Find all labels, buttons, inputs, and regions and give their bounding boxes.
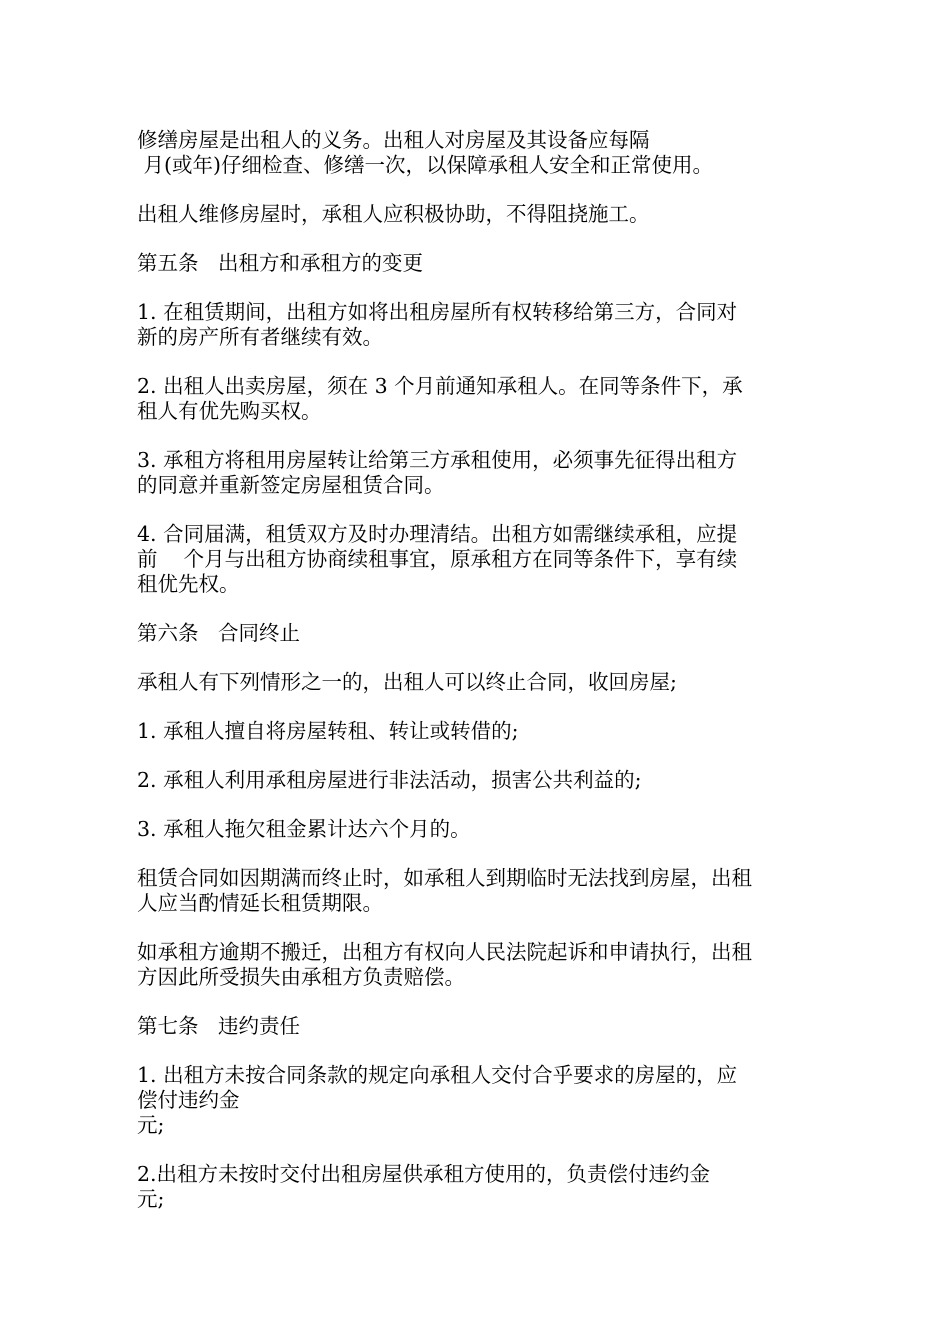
text-line: 租人有优先购买权。 bbox=[137, 399, 322, 423]
article-5-item-1 bbox=[137, 300, 813, 350]
paragraph-repair-cooperation bbox=[137, 202, 813, 227]
text-line: 的同意并重新签定房屋租赁合同。 bbox=[137, 473, 445, 497]
article-5-item-2 bbox=[137, 374, 813, 424]
text-line: 2. 出租人出卖房屋，须在 3 个月前通知承租人。在同等条件下，承 bbox=[137, 374, 743, 398]
text-line: 租优先权。 bbox=[137, 572, 240, 596]
article-6-heading bbox=[137, 621, 813, 646]
article-6-item-1 bbox=[137, 719, 813, 744]
text-line: 修缮房屋是出租人的义务。出租人对房屋及其设备应每隔 bbox=[137, 128, 650, 152]
text-line: 如承租方逾期不搬迁，出租方有权向人民法院起诉和申请执行，出租 bbox=[137, 940, 752, 964]
article-6-item-3 bbox=[137, 817, 813, 842]
paragraph-repair-duty bbox=[137, 128, 813, 178]
text-line: 第六条 合同终止 bbox=[137, 621, 301, 645]
text-line: 第七条 违约责任 bbox=[137, 1014, 301, 1038]
text-line: 前 个月与出租方协商续租事宜，原承租方在同等条件下，享有续 bbox=[137, 547, 738, 571]
text-line: 1. 承租人擅自将房屋转租、转让或转借的; bbox=[137, 719, 519, 743]
text-line: 第五条 出租方和承租方的变更 bbox=[137, 251, 424, 275]
paragraph-overdue-move bbox=[137, 940, 813, 990]
article-5-item-4 bbox=[137, 522, 813, 597]
paragraph-lease-extension bbox=[137, 866, 813, 916]
text-line: 2. 承租人利用承租房屋进行非法活动，损害公共利益的; bbox=[137, 768, 642, 792]
article-7-item-2 bbox=[137, 1162, 813, 1212]
article-6-intro bbox=[137, 670, 813, 695]
text-line: 4. 合同届满，租赁双方及时办理清结。出租方如需继续承租，应提 bbox=[137, 522, 738, 546]
text-line: 方因此所受损失由承租方负责赔偿。 bbox=[137, 965, 465, 989]
text-line: 月(或年)仔细检查、修缮一次，以保障承租人安全和正常使用。 bbox=[137, 153, 714, 177]
text-line: 3. 承租方将租用房屋转让给第三方承租使用，必须事先征得出租方 bbox=[137, 448, 738, 472]
text-line: 3. 承租人拖欠租金累计达六个月的。 bbox=[137, 817, 471, 841]
text-line: 偿付违约金 bbox=[137, 1088, 240, 1112]
text-line: 1. 出租方未按合同条款的规定向承租人交付合乎要求的房屋的，应 bbox=[137, 1063, 738, 1087]
text-line: 人应当酌情延长租赁期限。 bbox=[137, 891, 383, 915]
article-6-item-2 bbox=[137, 768, 813, 793]
text-line: 2.出租方未按时交付出租房屋供承租方使用的，负责偿付违约金 bbox=[137, 1162, 711, 1186]
text-line: 出租人维修房屋时，承租人应积极协助，不得阻挠施工。 bbox=[137, 202, 650, 226]
document-body bbox=[137, 128, 813, 1236]
article-7-heading bbox=[137, 1014, 813, 1039]
text-line: 承租人有下列情形之一的，出租人可以终止合同，收回房屋; bbox=[137, 670, 677, 694]
text-line: 元; bbox=[137, 1113, 165, 1137]
text-line: 租赁合同如因期满而终止时，如承租人到期临时无法找到房屋，出租 bbox=[137, 866, 752, 890]
article-5-item-3 bbox=[137, 448, 813, 498]
text-line: 1. 在租赁期间，出租方如将出租房屋所有权转移给第三方，合同对 bbox=[137, 300, 738, 324]
article-7-item-1 bbox=[137, 1063, 813, 1138]
text-line: 元; bbox=[137, 1187, 165, 1211]
text-line: 新的房产所有者继续有效。 bbox=[137, 325, 383, 349]
article-5-heading bbox=[137, 251, 813, 276]
